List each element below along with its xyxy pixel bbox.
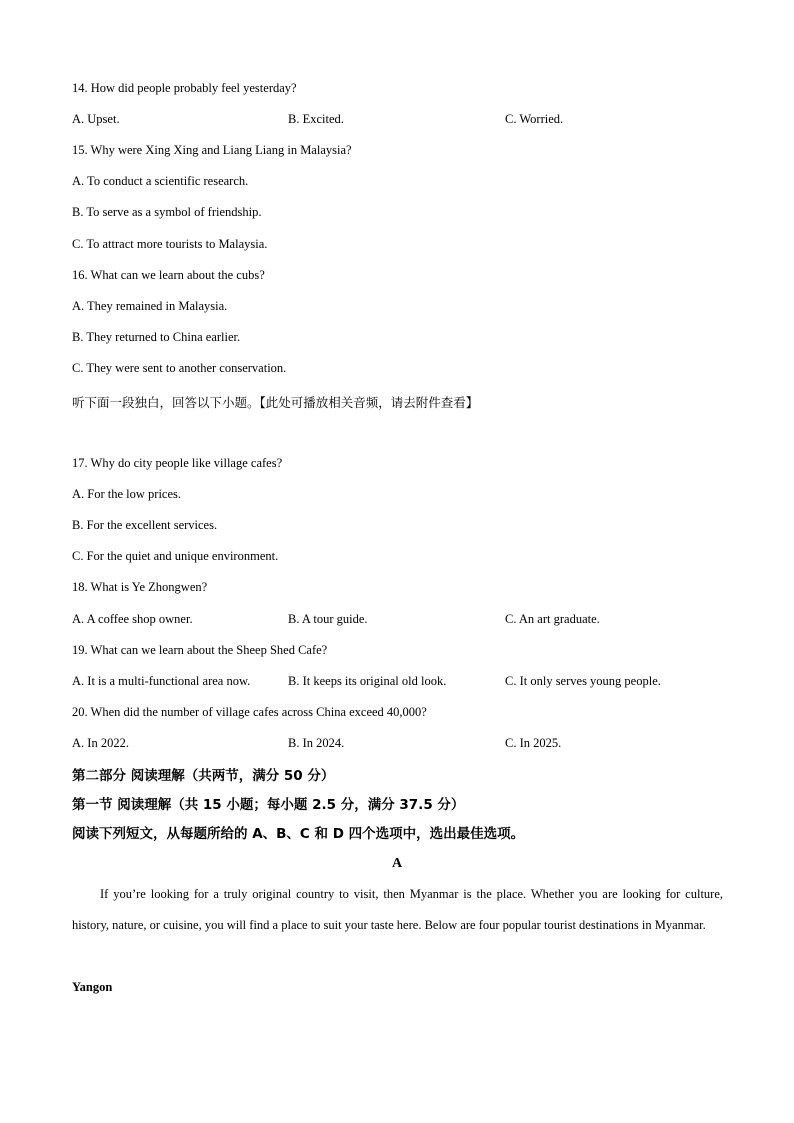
passage-paragraph [72, 879, 723, 941]
option-a: A. To conduct a scientific research. [72, 174, 249, 188]
passage-letter: A [391, 856, 403, 871]
option-a: A. Upset. [72, 112, 120, 126]
option-b: B. A tour guide. [288, 612, 368, 626]
option-a: A. In 2022. [72, 736, 129, 750]
option-c: C. In 2025. [505, 736, 562, 750]
passage-text: If you’re looking for a truly original country to visit, then Myanmar is the place. Whether you are looking for culture, history, nature, or cuisine, you will find a place to suit your taste here. Below are four popular tourist destinations in Myanmar. [72, 887, 723, 932]
option-c: C. It only serves young people. [505, 674, 661, 688]
section-heading: 第一节 阅读理解（共 15 小题；每小题 2.5 分，满分 37.5 分） [72, 797, 465, 813]
option-a: A. They remained in Malaysia. [72, 299, 228, 313]
option-c: C. An art graduate. [505, 612, 600, 626]
question-stem: 17. Why do city people like village cafes? [72, 456, 283, 470]
option-c: C. They were sent to another conservation. [72, 361, 287, 375]
question-stem: 19. What can we learn about the Sheep Shed Cafe? [72, 643, 328, 657]
destination-heading: Yangon [72, 980, 113, 994]
option-b: B. To serve as a symbol of friendship. [72, 205, 262, 219]
question-stem: 18. What is Ye Zhongwen? [72, 580, 208, 594]
question-stem: 20. When did the number of village cafes across China exceed 40,000? [72, 705, 427, 719]
option-c: C. Worried. [505, 112, 564, 126]
question-stem: 14. How did people probably feel yesterday? [72, 81, 297, 95]
option-b: B. Excited. [288, 112, 344, 126]
option-b: B. In 2024. [288, 736, 345, 750]
question-stem: 15. Why were Xing Xing and Liang Liang in Malaysia? [72, 143, 352, 157]
option-c: C. For the quiet and unique environment. [72, 549, 279, 563]
reading-instruction: 阅读下列短文，从每题所给的 A、B、C 和 D 四个选项中，选出最佳选项。 [72, 826, 525, 842]
option-a: A. For the low prices. [72, 487, 182, 501]
question-stem: 16. What can we learn about the cubs? [72, 268, 265, 282]
option-b: B. It keeps its original old look. [288, 674, 447, 688]
listening-instruction: 听下面一段独白，回答以下小题。【此处可播放相关音频，请去附件查看】 [72, 395, 479, 410]
option-a: A. A coffee shop owner. [72, 612, 193, 626]
option-a: A. It is a multi-functional area now. [72, 674, 251, 688]
option-c: C. To attract more tourists to Malaysia. [72, 237, 268, 251]
option-b: B. For the excellent services. [72, 518, 218, 532]
part-heading: 第二部分 阅读理解（共两节，满分 50 分） [72, 768, 335, 784]
option-b: B. They returned to China earlier. [72, 330, 241, 344]
